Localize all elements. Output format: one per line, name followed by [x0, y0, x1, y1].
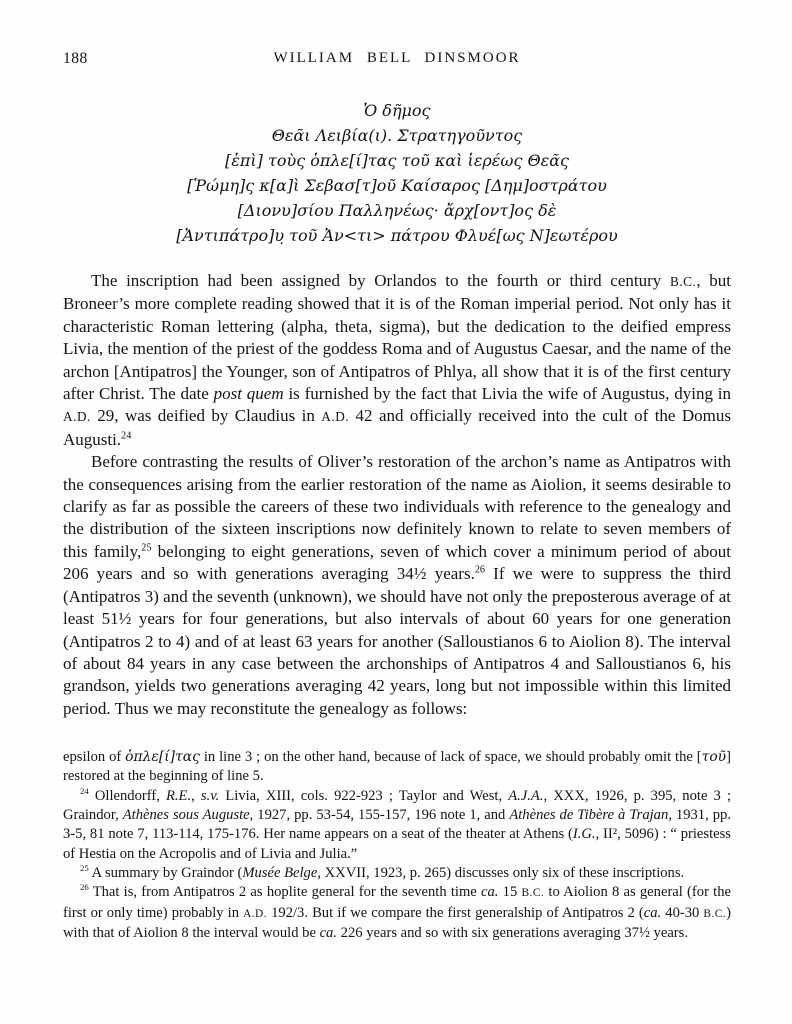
- body-paragraph: [63, 451, 731, 720]
- body-text: [63, 270, 731, 720]
- text-segment: If we were to suppress the third (Antipatros 3) and the seventh (unknown), we should have not only the preposterous average of at least 51½ years for four generations, but also intervals of about 60 years for one generation (Antipatros 2 to 4) and of at least 63 years for another (Salloustianos 6 to Aiolion 8). The interval of about 84 years in any case between the archonships of Antipatros 4 and Salloustianos 6, his grandson, yields two generations averaging 42 years, long but not impossible within this limited period. Thus we may reconstitute the genealogy as follows:: [63, 564, 732, 718]
- text-segment: s.v.: [200, 787, 220, 804]
- text-segment: ) with that of Aiolion 8 the interval would be: [63, 904, 731, 941]
- text-segment: I.G.: [572, 826, 596, 843]
- text-segment: B.C.: [521, 887, 545, 900]
- page-header: [63, 50, 731, 68]
- text-segment: , but Broneer’s more complete reading showed that it is of the Roman imperial period. Not only has it characteristic Roman lettering (alpha, theta, sigma), but the dedication to the deified empress Livia, the mention of the priest of the goddess Roma and of Augustus Caesar, and the name of the archon [Antipatros] the Younger, son of Antipatros of Phlya, all show that it is of the first century after Christ. The date: [63, 271, 731, 404]
- text-segment: epsilon of: [63, 749, 126, 766]
- text-segment: 15: [498, 884, 522, 901]
- text-segment: post quem: [213, 384, 284, 404]
- footnote-ref: 26: [474, 564, 486, 576]
- text-segment: A.D.: [243, 907, 268, 920]
- inscription-line: [Ἀντιπάτρο]υ̣ τοῦ Ἀν<τι> πάτρου Φλυέ[ως Ν]εωτέρου: [176, 226, 618, 245]
- text-segment: in line 3 ; on the other hand, because of lack of space, we should probably omit the [: [199, 749, 702, 766]
- inscription-line: [ἐπὶ] τοὺς ὁπλε[ί]τας τοῦ καὶ ἱερέως Θεᾶς: [225, 151, 569, 170]
- text-segment: Livia, XIII, cols. 922-923 ; Taylor and West,: [219, 787, 509, 804]
- text-segment: , 1931, pp. 3-5, 81 note 7, 113-114, 175-176. Her name appears on a seat of the theater at Athens (: [63, 807, 731, 843]
- text-segment: ca.: [481, 884, 499, 901]
- text-segment: Athènes de Tibère à Trajan: [509, 807, 669, 824]
- text-segment: 40-30: [661, 904, 704, 921]
- inscription-line: Ὁ δῆμος: [363, 101, 431, 120]
- greek-text: ὁπλε[ί]τας: [125, 749, 200, 766]
- text-segment: 192/3. But if we compare the first generalship of Antipatros 2 (: [267, 904, 644, 921]
- text-segment: , XXVII, 1923, p. 265) discusses only six of these inscriptions.: [317, 864, 685, 881]
- running-head: WILLIAM BELL DINSMOOR: [273, 50, 521, 66]
- footnote-paragraph: [63, 864, 731, 883]
- text-segment: , 1927, pp. 53-54, 155-157, 196 note 1, and: [249, 807, 510, 824]
- inscription-line: Θεᾶι Λειβία(ι). Στρατηγοῦντος: [271, 126, 523, 145]
- page-number: 188: [63, 50, 88, 67]
- footnote-ref: 25: [141, 542, 152, 554]
- footnote-ref: 24: [121, 430, 132, 442]
- text-segment: A.J.A.: [508, 787, 544, 804]
- text-segment: belonging to eight generations, seven of which cover a minimum period of about 206 years and so with generations averaging 34½ years.: [63, 541, 731, 584]
- text-segment: , XXX, 1926, p. 395, note 3 ; Graindor,: [63, 787, 732, 824]
- text-segment: A.D.: [321, 409, 350, 425]
- text-segment: The inscription had been assigned by Orlandos to the fourth or third century: [91, 271, 670, 290]
- text-segment: Before contrasting the results of Oliver’s restoration of the archon’s name as Antipatros with the consequences arising from the earlier restoration of the name as Aiolion, it seems desirable to clarify as far as possible the careers of these two individuals with reference to the genealogy and the distribution of the sixteen inscriptions now definitely known to relate to seven members of this family,: [63, 452, 731, 561]
- text-segment: ] restored at the beginning of line 5.: [63, 749, 731, 785]
- text-segment: is furnished by the fact that Livia the wife of Augustus, dying in: [283, 384, 731, 404]
- text-segment: 42 and officially received into the cult of the Domus Augusti.: [63, 406, 731, 449]
- text-segment: B.C.: [669, 274, 697, 289]
- text-segment: ca.: [319, 924, 338, 941]
- text-segment: That is, from Antipatros 2 as hoplite general for the seventh time: [88, 884, 481, 901]
- footnote-ref: 24: [80, 785, 89, 796]
- footnote-ref: 26: [80, 882, 89, 893]
- text-segment: A summary by Graindor (: [88, 864, 243, 881]
- text-segment: B.C.: [703, 907, 727, 920]
- text-segment: 226 years and so with six generations averaging 37½ years.: [337, 924, 688, 941]
- text-segment: 29, was deified by Claudius in: [90, 406, 322, 426]
- text-segment: ,: [191, 787, 201, 804]
- greek-inscription-block: [63, 98, 731, 248]
- text-segment: Athènes sous Auguste: [122, 807, 250, 824]
- text-segment: Musée Belge: [242, 864, 318, 881]
- inscription-line: [Διονυ]σίου Παλληνέως· ἄρχ[οντ]ος δὲ: [237, 201, 557, 220]
- text-segment: , II², 5096) : “ priestess of Hestia on the Acropolis and of Livia and Julia.”: [63, 826, 731, 862]
- footnotes-block: [63, 748, 731, 943]
- text-segment: to Aiolion 8 as general (for the first or only time) probably in: [63, 884, 731, 921]
- text-segment: A.D.: [63, 409, 91, 425]
- greek-text: τοῦ: [701, 749, 727, 766]
- text-segment: Ollendorff,: [88, 787, 166, 804]
- text-segment: ca.: [643, 904, 662, 921]
- inscription-line: [Ῥώμη]ς κ[α]ὶ Σεβασ[τ]οῦ Καίσαρος [Δημ]οστράτου: [187, 176, 607, 195]
- footnote-ref: 25: [80, 863, 89, 874]
- body-paragraph: [63, 270, 731, 451]
- footnote-paragraph: [63, 748, 731, 787]
- text-segment: R.E.: [165, 787, 192, 804]
- footnote-paragraph: [63, 883, 731, 943]
- footnote-paragraph: [63, 787, 731, 864]
